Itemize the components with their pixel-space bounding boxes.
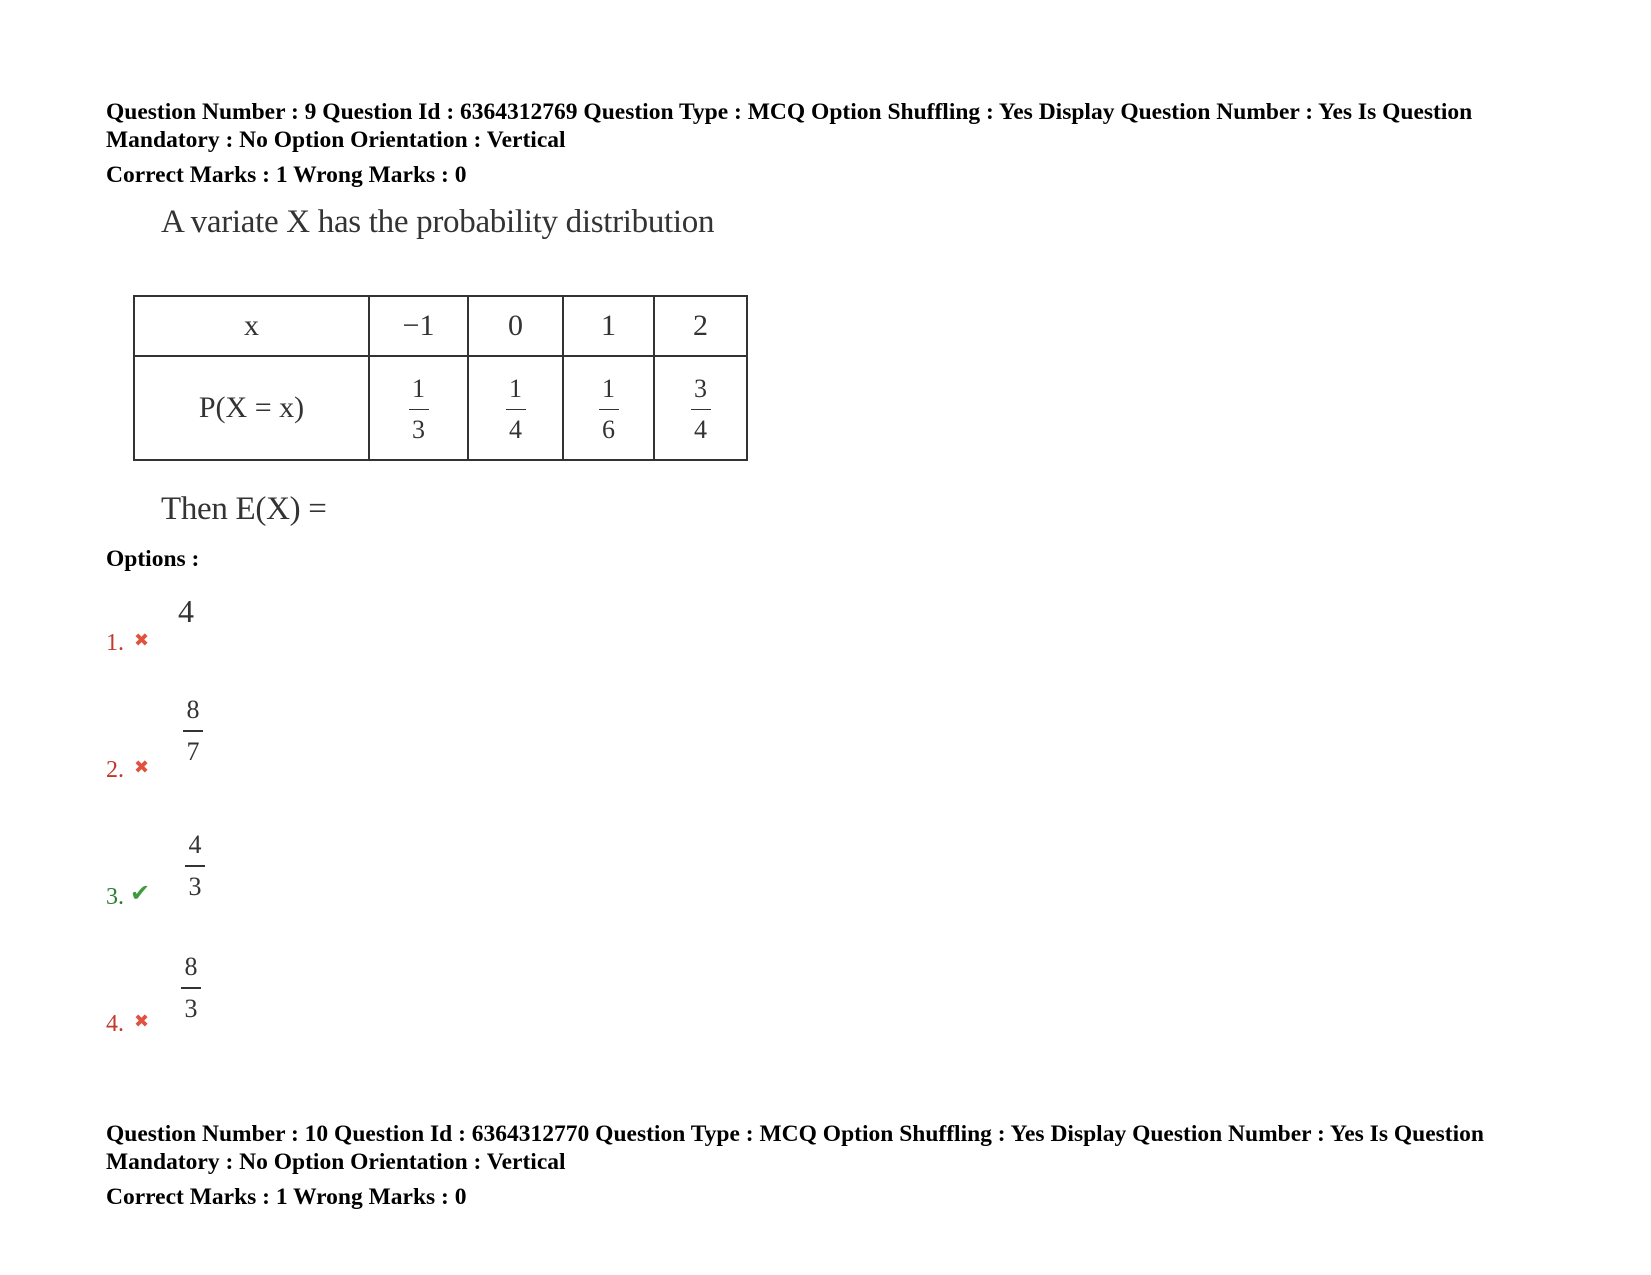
option-1-value: 4	[178, 593, 194, 629]
fraction-numerator: 3	[694, 373, 707, 403]
fraction-denominator: 3	[412, 415, 425, 445]
fraction	[185, 830, 205, 902]
table-row-x	[134, 296, 747, 356]
fraction-numerator: 4	[188, 830, 202, 859]
option-2-number: 2.	[106, 757, 124, 783]
fraction-numerator: 1	[412, 373, 425, 403]
table-row-probability	[134, 356, 747, 460]
table-cell-probability-label: P(X = x)	[134, 356, 369, 460]
fraction-bar	[185, 865, 205, 867]
fraction	[181, 952, 201, 1024]
table-cell-x-value: 1	[563, 296, 654, 356]
cross-icon: ✖	[134, 630, 150, 651]
table-cell-probability	[654, 356, 747, 460]
fraction-denominator: 4	[509, 415, 522, 445]
fraction-denominator: 3	[188, 871, 202, 901]
fraction-numerator: 8	[186, 695, 200, 724]
probability-distribution-table	[133, 295, 748, 461]
fraction-numerator: 8	[184, 952, 198, 981]
fraction	[183, 695, 203, 767]
fraction-bar	[599, 409, 619, 411]
options-label: Options :	[106, 546, 200, 572]
option-3-number: 3.	[106, 884, 124, 910]
table-cell-probability	[468, 356, 563, 460]
fraction-bar	[409, 409, 429, 411]
table-cell-x-label: x	[134, 296, 369, 356]
table-cell-x-value: 0	[468, 296, 563, 356]
question-9-header: Question Number : 9 Question Id : 6364312769 Question Type : MCQ Option Shuffling : Yes Display Question Number : Yes Is Question Mandatory : No Option Orientation : Vertical	[106, 99, 1473, 153]
table-cell-x-value: −1	[369, 296, 468, 356]
fraction-denominator: 6	[602, 415, 615, 445]
cross-icon: ✖	[134, 757, 150, 778]
option-3-value	[185, 830, 205, 902]
fraction-bar	[506, 409, 526, 411]
option-2-value	[183, 695, 203, 767]
fraction	[409, 374, 429, 446]
question-10-marks: Correct Marks : 1 Wrong Marks : 0	[106, 1184, 467, 1210]
fraction-denominator: 4	[694, 415, 707, 445]
fraction	[599, 374, 619, 446]
fraction-denominator: 3	[184, 993, 198, 1023]
fraction-denominator: 7	[186, 736, 200, 766]
option-4-value	[181, 952, 201, 1024]
table-cell-x-value: 2	[654, 296, 747, 356]
table-cell-probability	[369, 356, 468, 460]
question-prompt: Then E(X) =	[161, 491, 327, 527]
check-icon: ✔	[130, 879, 151, 907]
cross-icon: ✖	[134, 1011, 150, 1032]
fraction-numerator: 1	[509, 373, 522, 403]
question-9-marks: Correct Marks : 1 Wrong Marks : 0	[106, 162, 467, 188]
question-10-header: Question Number : 10 Question Id : 6364312770 Question Type : MCQ Option Shuffling : Yes Display Question Number : Yes Is Question Mandatory : No Option Orientation : Vertical	[106, 1121, 1484, 1175]
question-stem: A variate X has the probability distribution	[161, 204, 715, 240]
fraction	[506, 374, 526, 446]
option-4-number: 4.	[106, 1011, 124, 1037]
fraction-bar	[183, 730, 203, 732]
fraction-bar	[181, 987, 201, 989]
fraction	[691, 374, 711, 446]
fraction-numerator: 1	[602, 373, 615, 403]
table-cell-probability	[563, 356, 654, 460]
option-1-number: 1.	[106, 630, 124, 656]
fraction-bar	[691, 409, 711, 411]
